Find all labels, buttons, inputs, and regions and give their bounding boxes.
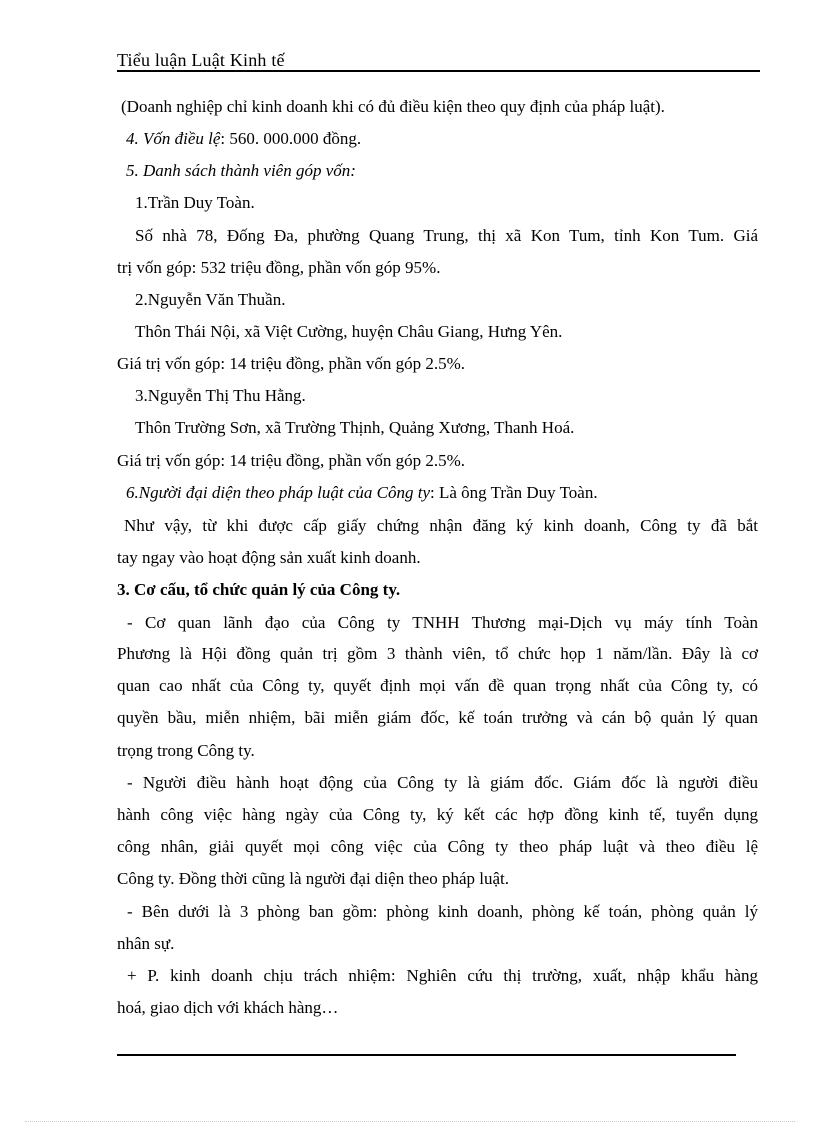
text-line-1: (Doanh nghiệp chỉ kinh doanh khi có đủ điều kiện theo quy định của pháp luật). — [121, 97, 665, 116]
text-line-17: - Cơ quan lãnh đạo của Công ty TNHH Thương mại-Dịch vụ máy tính Toàn — [127, 613, 758, 632]
text-line-15: tay ngay vào hoạt động sản xuất kinh doanh. — [117, 548, 421, 567]
header-title: Tiểu luận Luật Kinh tế — [117, 50, 285, 70]
text-line-3: 5. Danh sách thành viên góp vốn: — [126, 161, 356, 180]
text-line-12: Giá trị vốn góp: 14 triệu đồng, phần vốn góp 2.5%. — [117, 451, 465, 470]
text-line-27: nhân sự. — [117, 934, 175, 953]
charter-capital-label: 4. Vốn điều lệ — [126, 129, 221, 148]
text-line-18: Phương là Hội đồng quản trị gồm 3 thành viên, tổ chức họp 1 năm/lần. Đây là cơ — [117, 644, 758, 663]
header-rule — [117, 70, 760, 72]
text-line-20: quyền bầu, miễn nhiệm, bãi miễn giám đốc, kế toán trưởng và cán bộ quản lý quan — [117, 708, 758, 727]
text-line-7: 2.Nguyễn Văn Thuần. — [135, 290, 286, 309]
text-line-10: 3.Nguyễn Thị Thu Hằng. — [135, 386, 306, 405]
text-line-11: Thôn Trường Sơn, xã Trường Thịnh, Quảng Xương, Thanh Hoá. — [135, 418, 575, 437]
page-edge-divider — [25, 1121, 795, 1122]
text-line-21: trọng trong Công ty. — [117, 741, 255, 760]
text-line-19: quan cao nhất của Công ty, quyết định mọi vấn đề quan trọng nhất của Công ty, có — [117, 676, 758, 695]
footer-rule — [117, 1054, 736, 1056]
text-line-22: - Người điều hành hoạt động của Công ty là giám đốc. Giám đốc là người điều — [127, 773, 758, 792]
charter-capital-value: : 560. 000.000 đồng. — [220, 129, 362, 148]
text-line-25: Công ty. Đồng thời cũng là người đại diện theo pháp luật. — [117, 869, 510, 888]
text-line-9: Giá trị vốn góp: 14 triệu đồng, phần vốn góp 2.5%. — [117, 354, 465, 373]
text-line-14: Như vậy, từ khi được cấp giấy chứng nhận đăng ký kinh doanh, Công ty đã bắt — [124, 516, 758, 535]
text-line-13 — [126, 482, 598, 504]
text-line-6: trị vốn góp: 532 triệu đồng, phần vốn góp 95%. — [117, 258, 441, 277]
text-line-4: 1.Trần Duy Toàn. — [135, 193, 255, 212]
legal-representative-label: 6.Người đại diện theo pháp luật của Công ty — [126, 483, 431, 502]
text-line-8: Thôn Thái Nội, xã Việt Cường, huyện Châu Giang, Hưng Yên. — [135, 322, 563, 341]
text-line-29: hoá, giao dịch với khách hàng… — [117, 998, 339, 1017]
text-line-23: hành công việc hàng ngày của Công ty, ký kết các hợp đồng kinh tế, tuyển dụng — [117, 805, 758, 824]
text-line-28: + P. kinh doanh chịu trách nhiệm: Nghiên cứu thị trường, xuất, nhập khẩu hàng — [127, 966, 758, 985]
text-line-5: Số nhà 78, Đống Đa, phường Quang Trung, thị xã Kon Tum, tỉnh Kon Tum. Giá — [135, 226, 758, 245]
legal-representative-value: : Là ông Trần Duy Toàn. — [430, 483, 598, 502]
section-heading: 3. Cơ cấu, tổ chức quản lý của Công ty. — [117, 580, 401, 599]
text-line-2 — [126, 128, 361, 150]
text-line-26: - Bên dưới là 3 phòng ban gồm: phòng kinh doanh, phòng kế toán, phòng quản lý — [127, 902, 758, 921]
text-line-24: công nhân, giải quyết mọi công việc của Công ty theo pháp luật và theo điều lệ — [117, 837, 758, 856]
